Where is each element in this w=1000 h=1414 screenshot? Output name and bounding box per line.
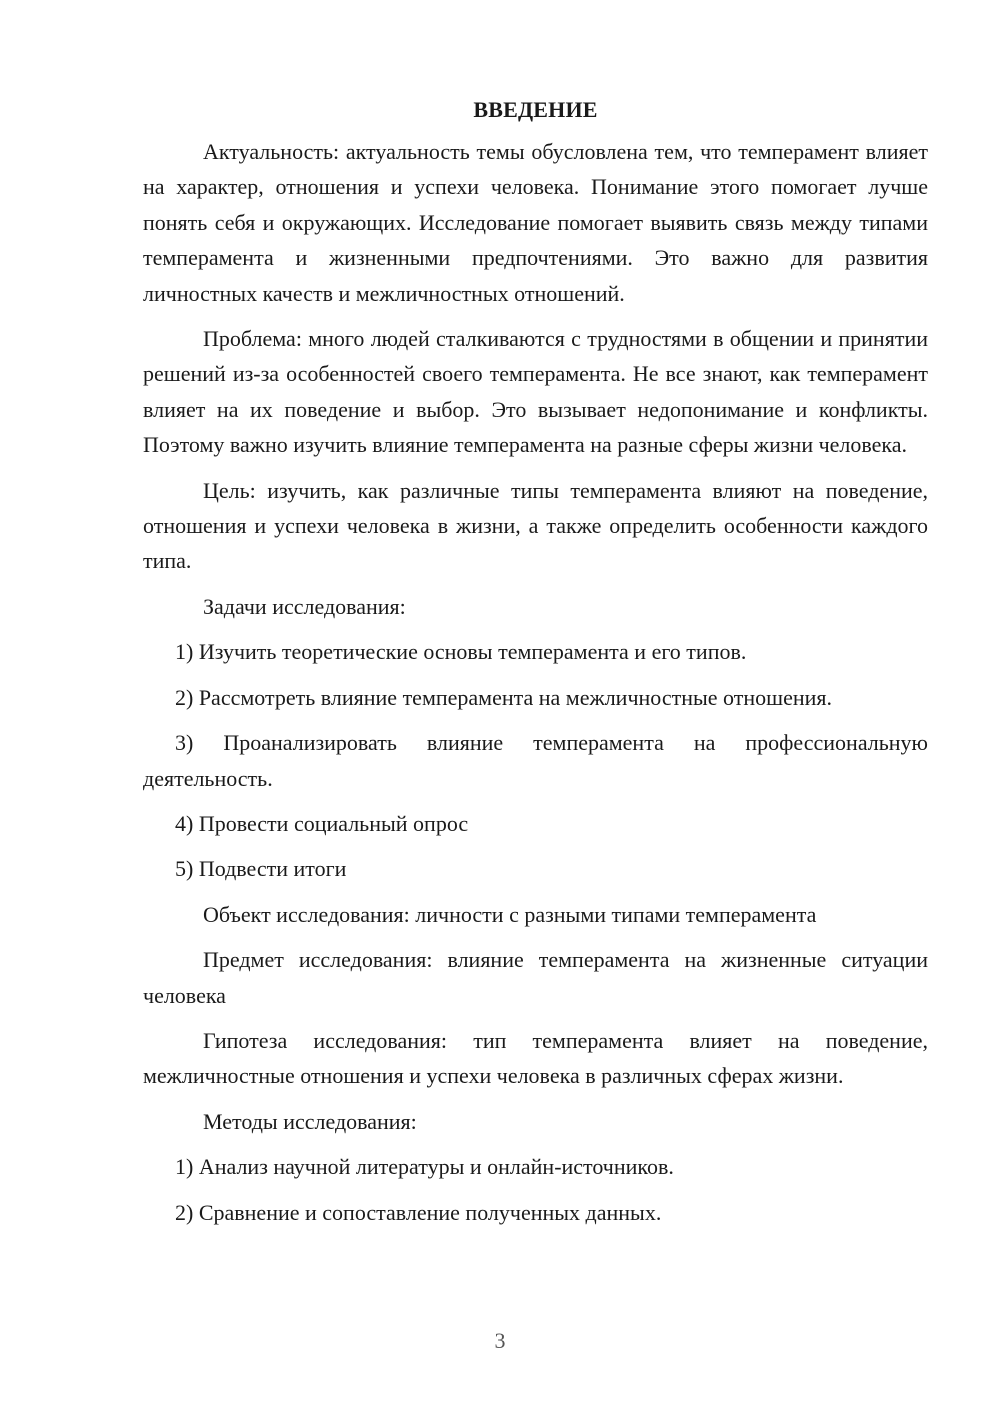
document-page bbox=[143, 92, 928, 1230]
paragraph-goal: Цель: изучить, как различные типы темперамента влияют на поведение, отношения и успехи человека в жизни, а также определить особенности каждого типа. bbox=[143, 477, 928, 574]
task-item-4: 4) Провести социальный опрос bbox=[175, 810, 469, 836]
task-item-1: 1) Изучить теоретические основы темперамента и его типов. bbox=[175, 639, 747, 665]
method-item-2: 2) Сравнение и сопоставление полученных данных. bbox=[175, 1199, 662, 1225]
paragraph-problem: Проблема: много людей сталкиваются с трудностями в общении и принятии решений из-за особенностей своего темперамента. Не все знают, как темперамент влияет на их поведение и выбор. Это вызывает недопонимание и конфликты. Поэтому важно изучить влияние темперамента на разные сферы жизни человека. bbox=[143, 326, 928, 458]
task-item-5: 5) Подвести итоги bbox=[175, 856, 347, 882]
methods-heading: Методы исследования: bbox=[203, 1108, 417, 1134]
page-number: 3 bbox=[494, 1328, 506, 1353]
paragraph-subject: Предмет исследования: влияние темперамента на жизненные ситуации человека bbox=[143, 947, 928, 1008]
tasks-heading: Задачи исследования: bbox=[203, 593, 406, 619]
paragraph-object: Объект исследования: личности с разными типами темперамента bbox=[203, 901, 817, 927]
method-item-1: 1) Анализ научной литературы и онлайн-источников. bbox=[175, 1154, 674, 1180]
paragraph-hypothesis: Гипотеза исследования: тип темперамента влияет на поведение, межличностные отношения и успехи человека в различных сферах жизни. bbox=[143, 1027, 928, 1089]
paragraph-relevance: Актуальность: актуальность темы обусловлена тем, что темперамент влияет на характер, отношения и успехи человека. Понимание этого помогает лучше понять себя и окружающих. Исследование помогает выявить связь между типами темперамента и жизненными предпочтениями. Это важно для развития личностных качеств и межличностных отношений. bbox=[143, 139, 928, 306]
task-item-2: 2) Рассмотреть влияние темперамента на межличностные отношения. bbox=[175, 684, 833, 710]
page-title: ВВЕДЕНИЕ bbox=[473, 97, 598, 122]
task-item-3: 3) Проанализировать влияние темперамента на профессиональную деятельность. bbox=[143, 730, 928, 791]
